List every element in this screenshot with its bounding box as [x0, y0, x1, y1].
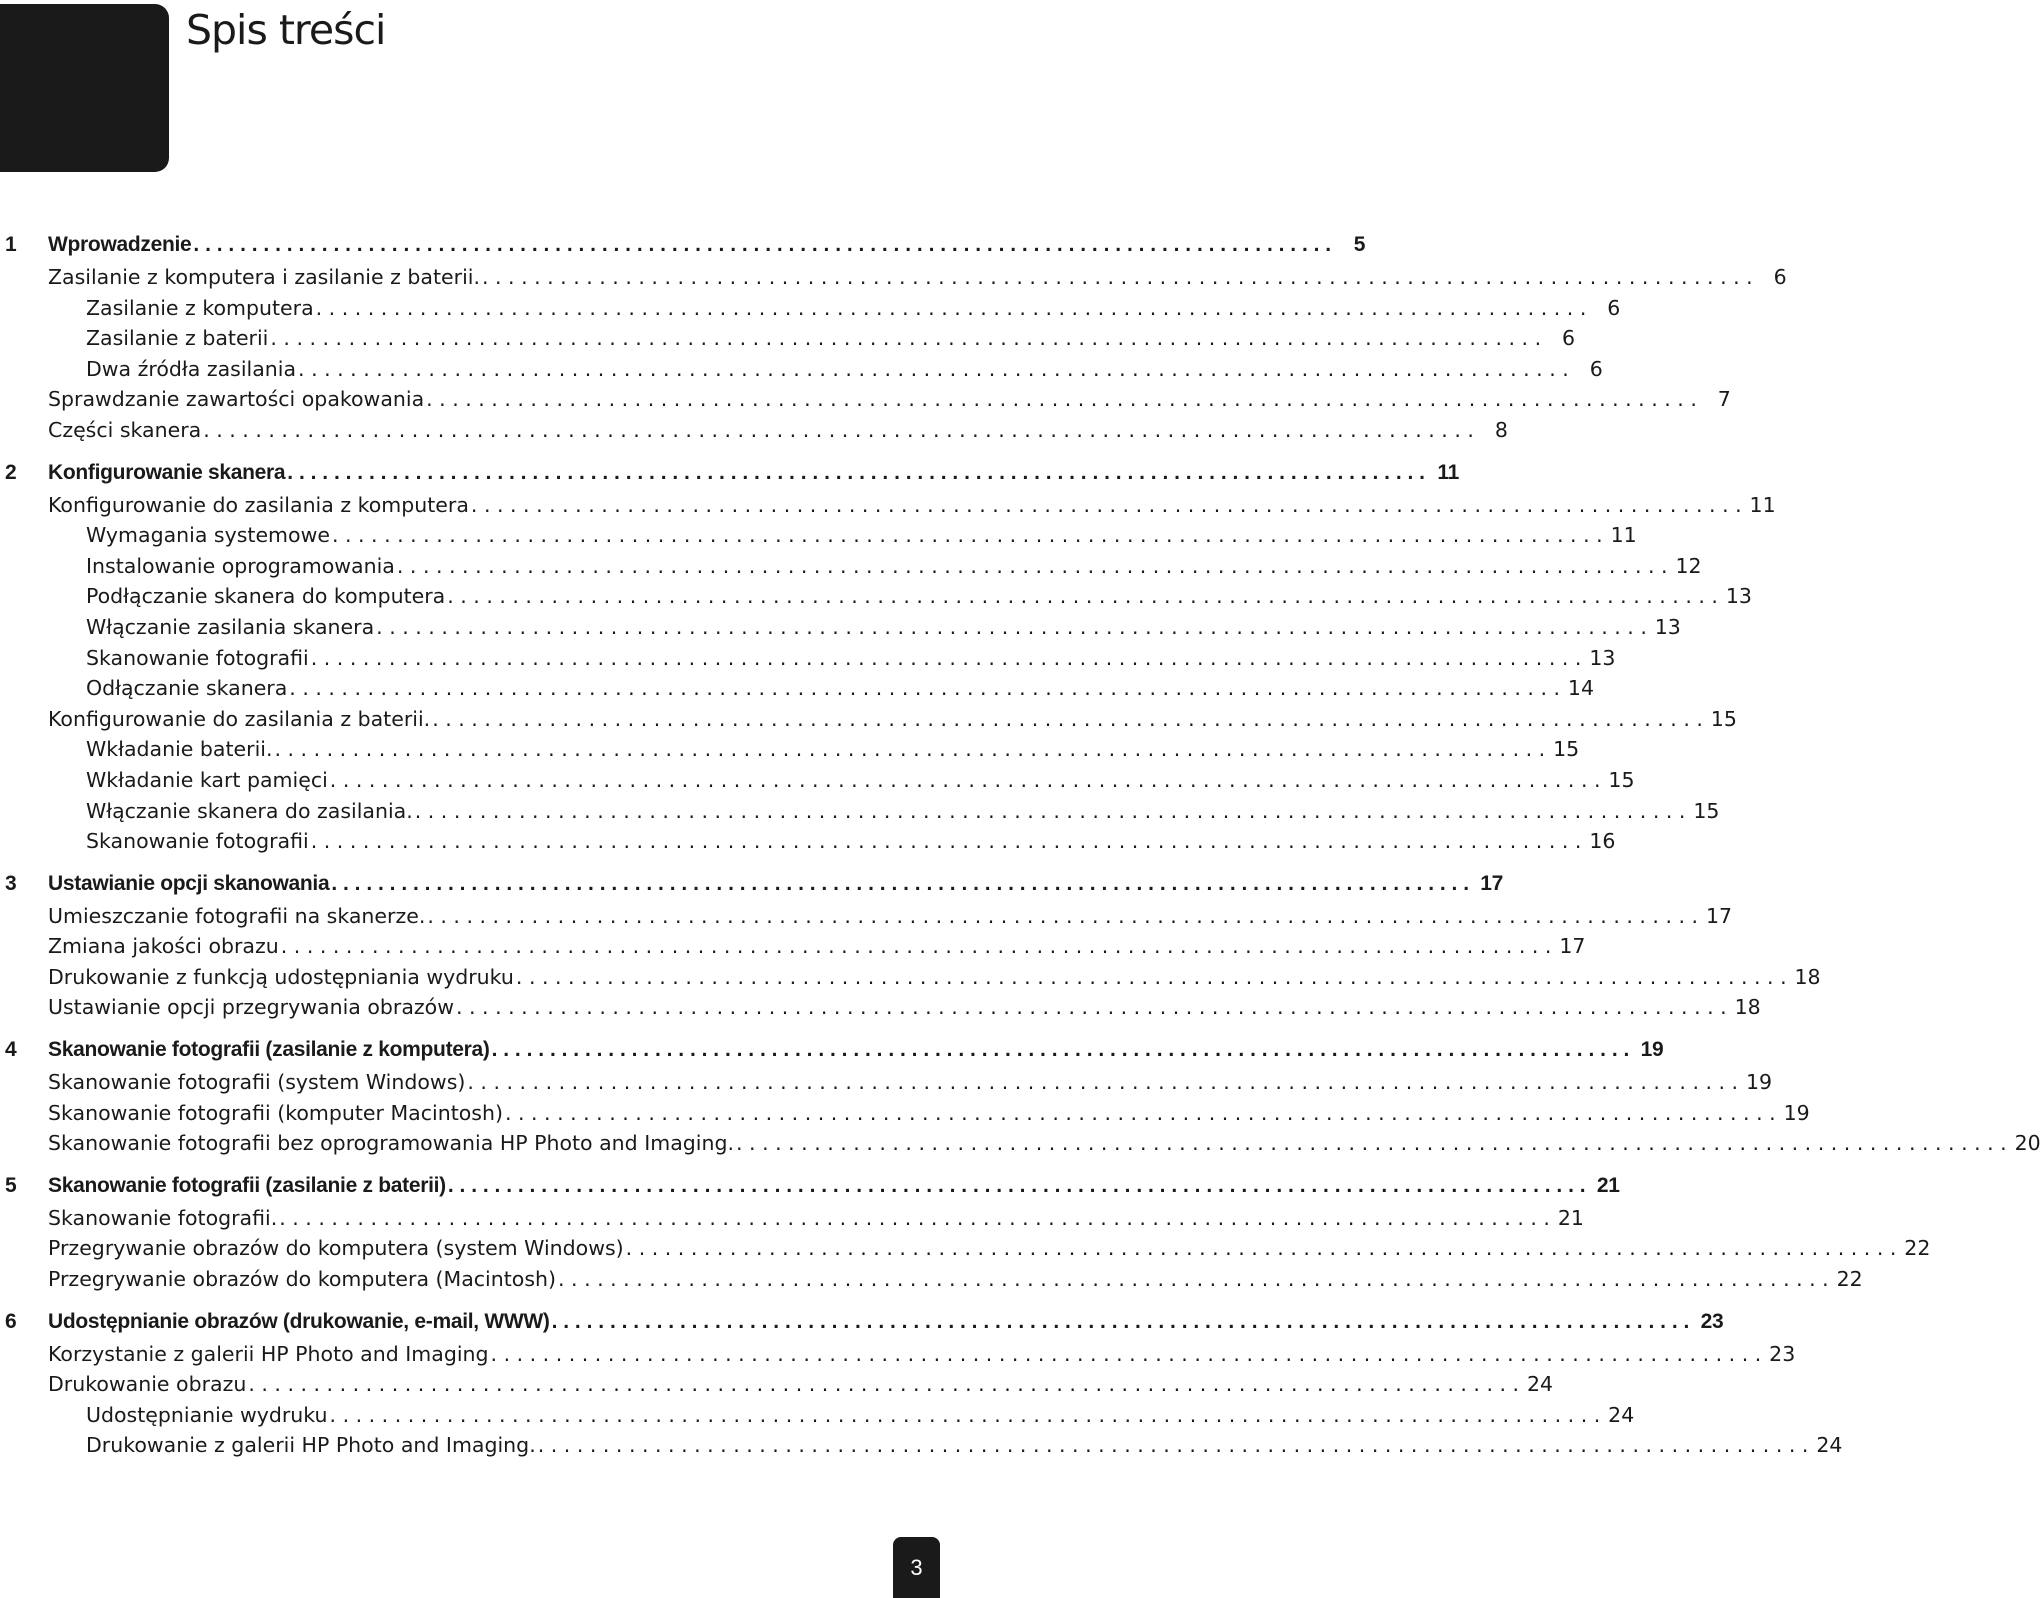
- entry-title: Podłączanie skanera do komputera: [86, 584, 446, 609]
- toc-entry[interactable]: [0, 734, 1580, 765]
- chapter-spacer: [0, 446, 960, 456]
- toc-entry[interactable]: [0, 1067, 1773, 1098]
- dot-leader: [624, 1233, 1897, 1264]
- entry-page: 16: [1589, 829, 1616, 854]
- dot-leader: [328, 765, 1601, 796]
- dot-leader: [268, 323, 1541, 354]
- toc-entry[interactable]: [0, 262, 1787, 293]
- toc-entry[interactable]: [0, 323, 1576, 354]
- chapter-page: 19: [1640, 1038, 1664, 1062]
- entry-page: 17: [1559, 934, 1586, 959]
- dot-leader: [503, 1098, 1776, 1129]
- toc-entry[interactable]: [0, 1400, 1635, 1431]
- entry-page: 24: [1816, 1433, 1843, 1458]
- toc-chapter: [0, 1305, 1843, 1461]
- entry-page: 17: [1705, 903, 1733, 928]
- toc-entry[interactable]: [0, 354, 1603, 385]
- dot-leader: [734, 1128, 2007, 1159]
- toc-entry[interactable]: [0, 643, 1616, 674]
- dot-leader: [309, 826, 1582, 857]
- entry-page: 6: [1607, 295, 1621, 320]
- entry-page: 23: [1769, 1341, 1796, 1366]
- chapter-page: 17: [1480, 871, 1504, 895]
- dot-leader: [514, 962, 1787, 993]
- entry-title: Korzystanie z galerii HP Photo and Imaging: [48, 1341, 489, 1366]
- chapter-title: Wprowadzenie: [48, 233, 192, 256]
- toc-entry[interactable]: [0, 1369, 1554, 1400]
- dot-leader: [490, 1033, 1630, 1067]
- toc-entry[interactable]: [0, 992, 1761, 1023]
- toc-entry[interactable]: [0, 1128, 2041, 1159]
- entry-page: 18: [1794, 964, 1821, 989]
- dot-leader: [469, 490, 1742, 521]
- entry-title: Skanowanie fotografii.: [48, 1205, 278, 1230]
- dot-leader: [246, 1369, 1519, 1400]
- chapter-number: 3: [5, 871, 17, 895]
- dot-leader: [413, 796, 1686, 827]
- toc-chapter-entry[interactable]: [0, 1169, 1620, 1203]
- toc-entry[interactable]: [0, 1203, 1584, 1234]
- chapter-number: 6: [5, 1309, 17, 1333]
- dot-leader: [328, 1400, 1601, 1431]
- entry-page: 6: [1562, 326, 1576, 351]
- entry-page: 15: [1693, 798, 1720, 823]
- entry-page: 8: [1494, 417, 1508, 442]
- toc-chapter-entry[interactable]: [0, 1033, 1664, 1067]
- dot-leader: [536, 1430, 1809, 1461]
- entry-page: 21: [1557, 1205, 1584, 1230]
- toc-chapter-entry[interactable]: [0, 456, 1460, 490]
- chapter-title: Konfigurowanie skanera: [48, 460, 286, 484]
- entry-title: Włączanie skanera do zasilania.: [86, 798, 413, 823]
- dot-leader: [550, 1305, 1690, 1339]
- toc-entry[interactable]: [0, 931, 1586, 962]
- entry-page: 6: [1589, 356, 1603, 381]
- toc-chapter: [0, 456, 1776, 867]
- chapter-page: 21: [1596, 1173, 1620, 1197]
- dot-leader: [314, 293, 1587, 324]
- entry-page: 12: [1675, 553, 1702, 578]
- entry-title: Przegrywanie obrazów do komputera (system Windows): [48, 1236, 624, 1261]
- entry-page: 13: [1589, 645, 1616, 670]
- toc-chapter: [0, 1033, 2041, 1169]
- entry-title: Zmiana jakości obrazu: [48, 934, 279, 959]
- toc-entry[interactable]: [0, 901, 1733, 932]
- toc-entry[interactable]: [0, 551, 1702, 582]
- entry-page: 6: [1773, 265, 1787, 289]
- chapter-spacer: [0, 857, 960, 867]
- entry-title: Włączanie zasilania skanera: [86, 614, 375, 639]
- toc-entry[interactable]: [0, 581, 1752, 612]
- entry-page: 15: [1553, 737, 1580, 762]
- chapter-number: 5: [5, 1173, 17, 1197]
- entry-title: Sprawdzanie zawartości opakowania: [48, 387, 425, 412]
- entry-title: Odłączanie skanera: [86, 676, 288, 701]
- dot-leader: [445, 581, 1718, 612]
- entry-title: Konfigurowanie do zasilania z komputera: [48, 492, 469, 517]
- chapter-spacer: [0, 1023, 960, 1033]
- dot-leader: [285, 456, 1425, 490]
- entry-title: Ustawianie opcji przegrywania obrazów: [48, 995, 454, 1020]
- entry-page: 14: [1567, 676, 1594, 701]
- dot-leader: [424, 384, 1697, 415]
- dot-leader: [489, 1339, 1762, 1370]
- toc-entry[interactable]: [0, 1264, 1863, 1295]
- entry-title: Skanowanie fotografii: [86, 645, 309, 670]
- table-of-contents: [0, 228, 2041, 1461]
- entry-page: 24: [1526, 1372, 1554, 1397]
- toc-entry[interactable]: [0, 293, 1621, 324]
- toc-chapter: [0, 867, 1821, 1033]
- entry-title: Skanowanie fotografii: [86, 829, 309, 854]
- toc-entry[interactable]: [0, 796, 1720, 827]
- entry-page: 19: [1745, 1070, 1773, 1095]
- entry-page: 22: [1836, 1267, 1863, 1292]
- entry-title: Skanowanie fotografii bez oprogramowania HP Photo and Imaging.: [48, 1131, 734, 1156]
- chapter-title: Udostępnianie obrazów (drukowanie, e-mail, WWW): [48, 1309, 550, 1333]
- entry-page: 18: [1734, 995, 1761, 1020]
- toc-chapter-entry[interactable]: [0, 228, 1366, 262]
- toc-entry[interactable]: [0, 704, 1737, 735]
- chapter-number: 2: [5, 460, 17, 484]
- toc-entry[interactable]: [0, 1233, 1931, 1264]
- dot-leader: [287, 673, 1560, 704]
- entry-page: 20: [2014, 1131, 2041, 1156]
- dot-leader: [330, 520, 1603, 551]
- toc-entry[interactable]: [0, 1339, 1796, 1370]
- entry-title: Skanowanie fotografii (system Windows): [48, 1070, 466, 1095]
- toc-entry[interactable]: [0, 962, 1821, 993]
- dot-leader: [329, 867, 1469, 901]
- chapter-number: 1: [5, 233, 17, 256]
- entry-title: Drukowanie z funkcją udostępniania wydruku: [48, 964, 514, 989]
- chapter-title: Ustawianie opcji skanowania: [48, 871, 330, 895]
- toc-entry[interactable]: [0, 826, 1616, 857]
- toc-chapter-entry[interactable]: [0, 867, 1504, 901]
- entry-title: Drukowanie z galerii HP Photo and Imaging.: [86, 1433, 536, 1458]
- dot-leader: [446, 1169, 1586, 1203]
- entry-page: 11: [1610, 523, 1637, 548]
- dot-leader: [556, 1264, 1829, 1295]
- entry-page: 15: [1608, 767, 1635, 792]
- dot-leader: [480, 262, 1753, 293]
- dot-leader: [395, 551, 1668, 582]
- chapter-page: 5: [1353, 233, 1366, 256]
- toc-chapter: [0, 1169, 1931, 1305]
- toc-chapter: [0, 228, 1787, 456]
- chapter-spacer: [0, 1295, 960, 1305]
- entry-title: Zasilanie z komputera i zasilanie z baterii.: [48, 265, 480, 289]
- entry-page: 15: [1710, 706, 1737, 731]
- chapter-spacer: [0, 1159, 960, 1169]
- toc-entry[interactable]: [0, 1430, 1843, 1461]
- entry-title: Wkładanie baterii.: [86, 737, 273, 762]
- dot-leader: [279, 931, 1552, 962]
- toc-entry[interactable]: [0, 1098, 1810, 1129]
- entry-page: 19: [1783, 1100, 1810, 1125]
- entry-title: Wymagania systemowe: [86, 523, 330, 548]
- dot-leader: [296, 354, 1569, 385]
- chapter-tab-block: [0, 4, 169, 172]
- entry-title: Udostępnianie wydruku: [86, 1402, 328, 1427]
- dot-leader: [430, 704, 1703, 735]
- toc-entry[interactable]: [0, 384, 1731, 415]
- dot-leader: [272, 734, 1545, 765]
- dot-leader: [201, 415, 1474, 446]
- dot-leader: [465, 1067, 1738, 1098]
- entry-title: Wkładanie kart pamięci: [86, 767, 328, 792]
- dot-leader: [374, 612, 1647, 643]
- toc-entry[interactable]: [0, 673, 1594, 704]
- dot-leader: [191, 228, 1331, 262]
- dot-leader: [425, 901, 1698, 932]
- chapter-number: 4: [5, 1038, 17, 1062]
- dot-leader: [454, 992, 1727, 1023]
- entry-title: Konfigurowanie do zasilania z baterii.: [48, 706, 431, 731]
- entry-title: Umieszczanie fotografii na skanerze.: [48, 903, 426, 928]
- dot-leader: [277, 1203, 1550, 1234]
- entry-title: Instalowanie oprogramowania: [86, 553, 395, 578]
- entry-title: Skanowanie fotografii (komputer Macintosh): [48, 1100, 503, 1125]
- toc-entry[interactable]: [0, 415, 1508, 446]
- entry-title: Zasilanie z komputera: [86, 295, 314, 320]
- toc-entry[interactable]: [0, 765, 1635, 796]
- page-title: Spis treści: [186, 6, 386, 54]
- entry-page: 7: [1717, 387, 1731, 412]
- entry-title: Dwa źródła zasilania: [86, 356, 297, 381]
- entry-title: Części skanera: [48, 417, 202, 442]
- entry-page: 13: [1725, 584, 1752, 609]
- entry-title: Drukowanie obrazu: [48, 1372, 247, 1397]
- chapter-page: 23: [1700, 1309, 1724, 1333]
- toc-entry[interactable]: [0, 612, 1681, 643]
- entry-page: 24: [1608, 1402, 1635, 1427]
- entry-page: 13: [1654, 614, 1681, 639]
- toc-entry[interactable]: [0, 520, 1637, 551]
- entry-page: 22: [1904, 1236, 1931, 1261]
- entry-title: Przegrywanie obrazów do komputera (Macintosh): [48, 1267, 556, 1292]
- chapter-title: Skanowanie fotografii (zasilanie z baterii): [48, 1173, 446, 1197]
- chapter-title: Skanowanie fotografii (zasilanie z komputera): [48, 1038, 490, 1062]
- toc-chapter-entry[interactable]: [0, 1305, 1724, 1339]
- chapter-page: 11: [1437, 460, 1460, 484]
- entry-title: Zasilanie z baterii: [86, 326, 269, 351]
- entry-page: 11: [1749, 492, 1776, 517]
- toc-entry[interactable]: [0, 490, 1776, 521]
- page-number: 3: [893, 1537, 940, 1598]
- dot-leader: [309, 643, 1582, 674]
